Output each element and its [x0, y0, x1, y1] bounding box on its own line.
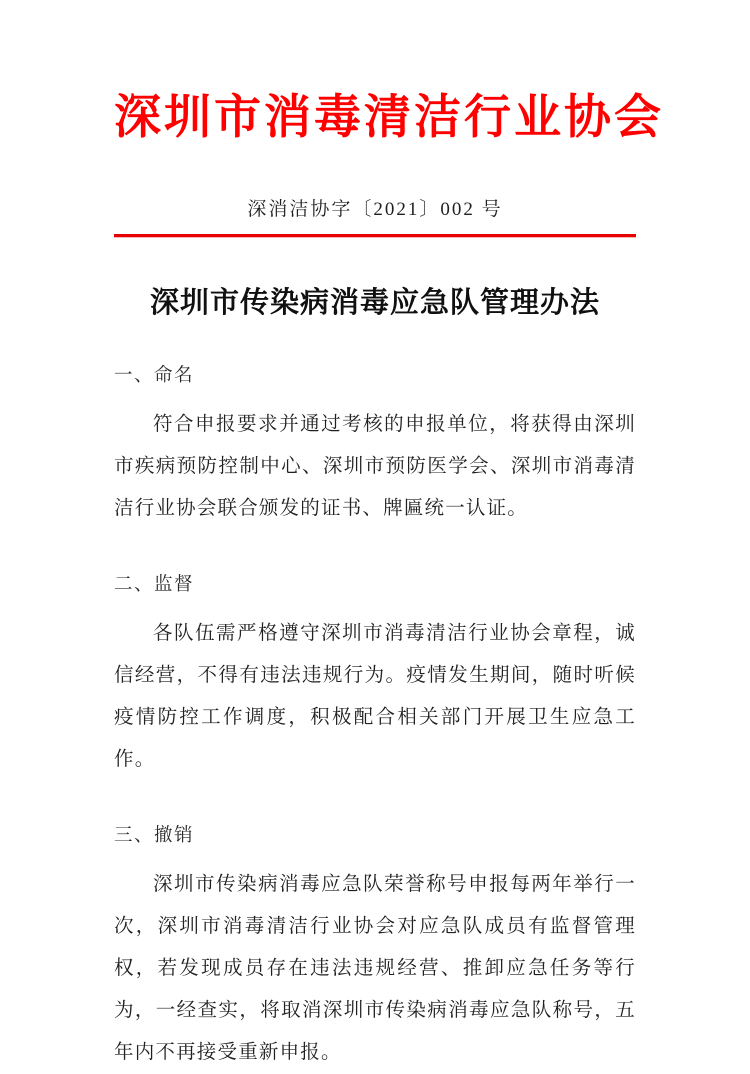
section-body-revocation: 深圳市传染病消毒应急队荣誉称号申报每两年举行一次，深圳市消毒清洁行业协会对应急队成员有监督管理权，若发现成员存在违法违规经营、推卸应急任务等行为，一经查实，将取消深圳市传染病消毒应急队称号，五年内不再接受重新申报。 — [114, 874, 636, 1064]
document-page — [114, 0, 664, 1074]
section-heading-supervision: 二、监督 — [114, 575, 195, 596]
section-heading-naming: 一、命名 — [114, 366, 195, 387]
document-title: 深圳市传染病消毒应急队管理办法 — [149, 287, 600, 320]
section-supervision — [114, 570, 636, 781]
section-body-naming: 符合申报要求并通过考核的申报单位，将获得由深圳市疾病预防控制中心、深圳市预防医学会、深圳市消毒清洁行业协会联合颁发的证书、牌匾统一认证。 — [114, 414, 636, 520]
section-naming — [114, 361, 636, 530]
organization-title: 深圳市消毒清洁行业协会 — [114, 90, 664, 143]
red-divider-rule — [114, 234, 636, 238]
section-body-supervision: 各队伍需严格遵守深圳市消毒清洁行业协会章程，诚信经营，不得有违法违规行为。疫情发生期间，随时听候疫情防控工作调度，积极配合相关部门开展卫生应急工作。 — [114, 623, 636, 771]
document-number: 深消洁协字〔2021〕002 号 — [247, 199, 503, 221]
section-heading-revocation: 三、撤销 — [114, 826, 195, 847]
section-revocation — [114, 821, 636, 1074]
